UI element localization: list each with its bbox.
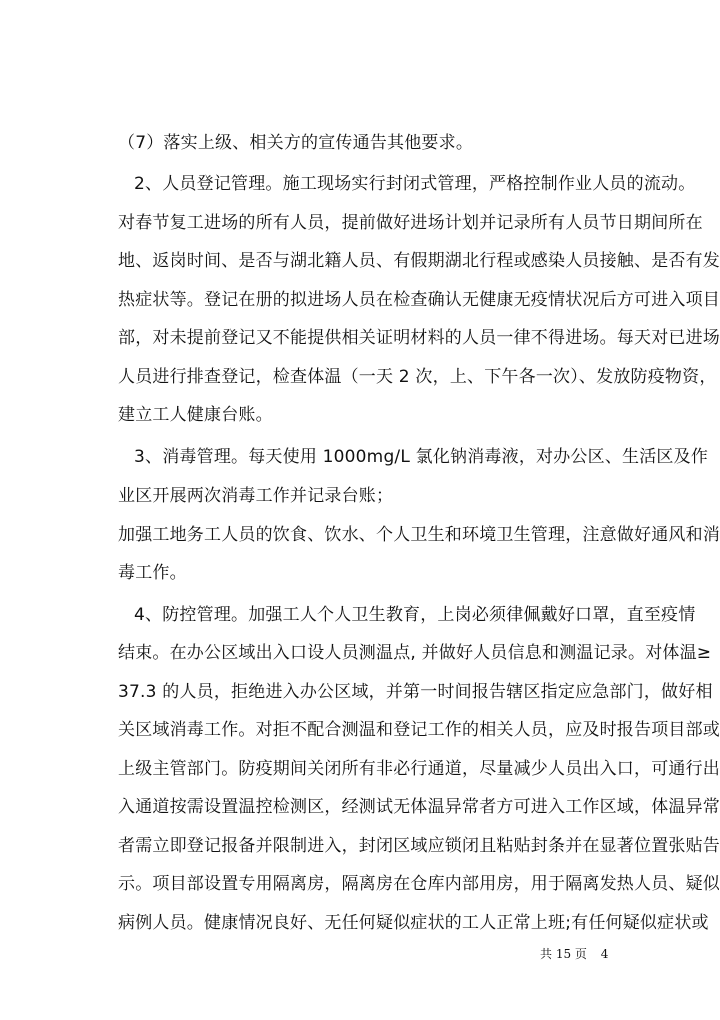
total-pages-label: 共 15 页	[540, 947, 587, 961]
text-line-9: 3、消毒管理。每天使用 1000mg/L 氯化钠消毒液，对办公区、生活区及作	[134, 447, 709, 467]
text-line-5: 热症状等。登记在册的拟进场人员在检查确认无健康无疫情状况后方可进入项目	[118, 290, 720, 310]
text-line-15: 37.3 的人员，拒绝进入办公区域，并第一时间报告辖区指定应急部门，做好相	[118, 682, 713, 702]
text-line-11: 加强工地务工人员的饮食、饮水、个人卫生和环境卫生管理，注意做好通风和消	[118, 525, 720, 545]
text-line-21: 病例人员。健康情况良好、无任何疑似症状的工人正常上班;有任何疑似症状或	[118, 913, 709, 933]
text-line-3: 对春节复工进场的所有人员，提前做好进场计划并记录所有人员节日期间所在	[118, 213, 703, 233]
text-line-6: 部，对未提前登记又不能提供相关证明材料的人员一律不得进场。每天对已进场	[118, 328, 720, 348]
page-number: 4	[600, 947, 609, 961]
text-line-7: 人员进行排查登记，检查体温（一天 2 次，上、下午各一次）、发放防疫物资，	[118, 367, 717, 387]
text-line-1: （7）落实上级、相关方的宣传通告其他要求。	[118, 133, 474, 153]
text-line-8: 建立工人健康台账。	[118, 405, 273, 425]
page-footer	[540, 946, 620, 962]
text-line-18: 入通道按需设置温控检测区，经测试无体温异常者方可进入工作区域，体温异常	[118, 797, 720, 817]
text-line-12: 毒工作。	[118, 563, 187, 583]
text-line-20: 示。项目部设置专用隔离房，隔离房在仓库内部用房，用于隔离发热人员、疑似	[118, 874, 720, 894]
text-line-19: 者需立即登记报备并限制进入，封闭区域应锁闭且粘贴封条并在显著位置张贴告	[118, 836, 720, 856]
text-line-4: 地、返岗时间、是否与湖北籍人员、有假期湖北行程或感染人员接触、是否有发	[118, 251, 720, 271]
text-line-16: 关区域消毒工作。对拒不配合测温和登记工作的相关人员，应及时报告项目部或	[118, 720, 720, 740]
text-line-14: 结束。在办公区域出入口设人员测温点, 并做好人员信息和测温记录。对体温≥	[118, 643, 712, 663]
text-line-2: 2、人员登记管理。施工现场实行封闭式管理，严格控制作业人员的流动。	[134, 174, 696, 194]
text-line-10: 业区开展两次消毒工作并记录台账；	[118, 486, 394, 506]
text-line-17: 上级主管部门。防疫期间关闭所有非必行通道，尽量减少人员出入口，可通行出	[118, 759, 720, 779]
text-line-13: 4、防控管理。加强工人个人卫生教育，上岗必须律佩戴好口罩，直至疫情	[134, 605, 696, 625]
